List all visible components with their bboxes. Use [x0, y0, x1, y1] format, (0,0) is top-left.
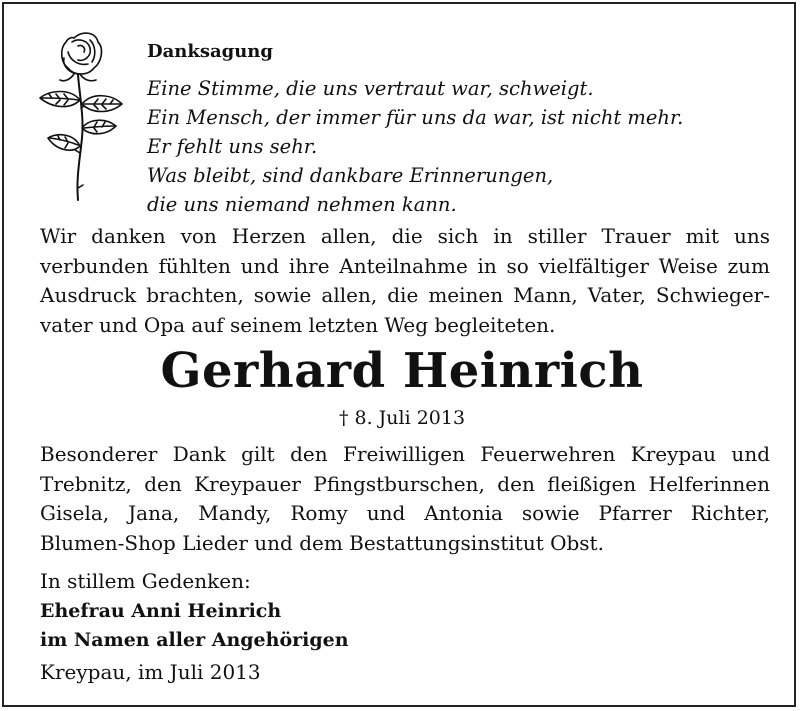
family-line: im Namen aller Angehörigen	[40, 629, 349, 651]
intro-paragraph	[40, 222, 770, 340]
thanks-line: Blumen-Shop Lieder und dem Bestattungsinstitut Obst.	[40, 530, 604, 555]
poem-line: Er fehlt uns sehr.	[147, 135, 318, 158]
thanks-line: Gisela, Jana, Mandy, Romy und Antonia sowie Pfarrer Richter,	[40, 501, 770, 525]
intro-line: Ausdruck brachten, sowie allen, die meinen Mann, Vater, Schwieger-	[40, 283, 770, 307]
poem-line: Ein Mensch, der immer für uns da war, ist nicht mehr.	[147, 106, 684, 129]
closing-text: In stillem Gedenken:	[40, 569, 251, 593]
death-date: † 8. Juli 2013	[338, 407, 466, 429]
poem-line: Was bleibt, sind dankbare Erinnerungen,	[147, 164, 554, 187]
rose-icon	[34, 28, 132, 213]
poem-line: Eine Stimme, die uns vertraut war, schweigt.	[147, 77, 594, 100]
thanks-line: Trebnitz, den Kreypauer Pfingstburschen, den fleißigen Helferinnen	[40, 471, 770, 496]
poem	[147, 74, 683, 219]
intro-line: verbunden fühlten und ihre Anteilnahme in so vielfältiger Weise zum	[40, 253, 770, 278]
intro-line: Wir danken von Herzen allen, die sich in stiller Trauer mit uns	[40, 224, 770, 248]
place-date: Kreypau, im Juli 2013	[40, 660, 261, 684]
intro-line: vater und Opa auf seinem letzten Weg begleiteten.	[40, 312, 556, 337]
heading: Danksagung	[147, 41, 273, 62]
deceased-name: Gerhard Heinrich	[160, 343, 644, 399]
thanks-paragraph	[40, 440, 770, 558]
signature-block	[40, 567, 349, 656]
poem-line: die uns niemand nehmen kann.	[147, 193, 457, 216]
obituary-card	[2, 2, 796, 707]
thanks-line: Besonderer Dank gilt den Freiwilligen Feuerwehren Kreypau und	[40, 442, 770, 466]
signer-name: Ehefrau Anni Heinrich	[40, 599, 282, 622]
